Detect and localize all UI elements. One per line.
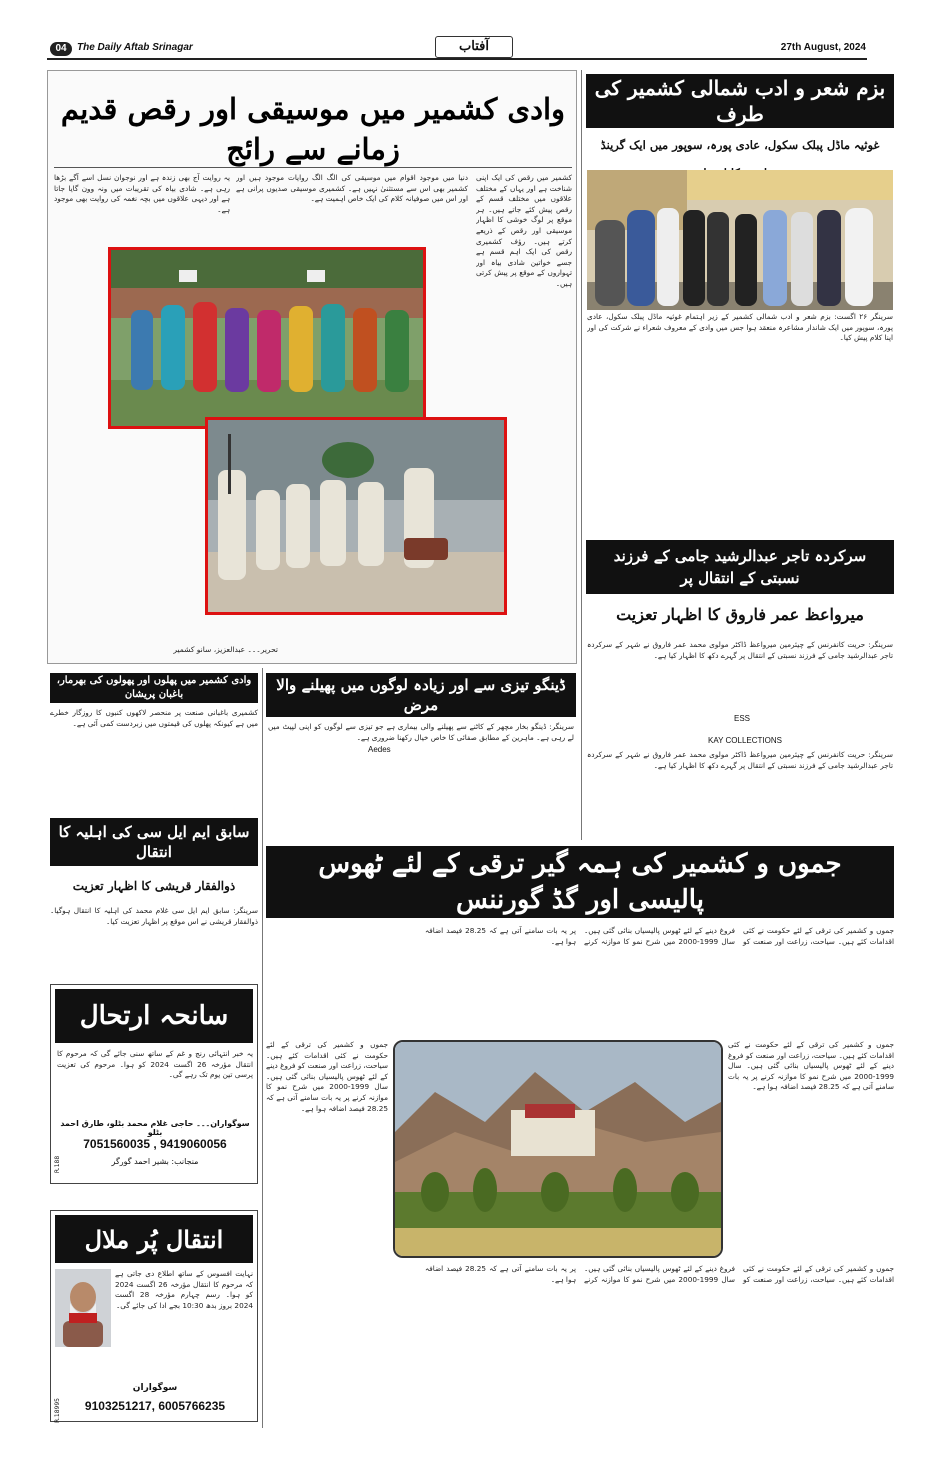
obit1-ref: R.188 <box>54 1155 62 1174</box>
column-rule-right <box>581 70 582 840</box>
bazm-body: سرینگر ۲۶ اگست: بزم شعر و ادب شمالی کشمیر کے زیر اہتمام غوثیہ ماڈل پبلک سکول، عادی پورہ، سوپور میں ایک شاندار مشاعرہ منعقد ہوا جس میں وادی کے معروف شعراء نے شرکت کی اور اپنا کلام پیش کیا۔ <box>587 312 893 343</box>
obit2-body: نہایت افسوس کے ساتھ اطلاع دی جاتی ہے کہ مرحوم کا انتقال مؤرخہ 26 اگست 2024 کو ہوا۔ رسم چہارم مؤرخہ 28 اگست 2024 بروز بدھ 10:30 بجے ادا کی جائے گی۔ <box>115 1269 253 1310</box>
obituary-box-1 <box>50 984 258 1184</box>
jk-body-bottom: جموں و کشمیر کی ترقی کے لئے حکومت نے کئی اقدامات کئے ہیں۔ سیاحت، زراعت اور صنعت کو فروغ دینے کے لئے ٹھوس پالیسیاں بنائی گئی ہیں۔ سال 1999-2000 میں شرح نمو کا موازنہ کرنے پر یہ بات سامنے آتی ہے کہ 28.25 فیصد اضافہ ہوا ہے۔ <box>425 1264 894 1284</box>
mirwaiz-headline: سرکردہ تاجر عبدالرشید جامی کے فرزند نسبتی کے انتقال پر <box>586 540 894 594</box>
mirwaiz-body: سرینگر: حریت کانفرنس کے چیئرمین میرواعظ ڈاکٹر مولوی محمد عمر فاروق نے شہر کے سرکردہ تاجر عبدالرشید جامی کے فرزند نسبتی کے انتقال پر گہرے دکھ کا اظہار کیا ہے۔ <box>587 640 893 660</box>
fruit-body: کشمیری باغبانی صنعت پر منحصر لاکھوں کنبوں کا روزگار خطرے میں ہے کیونکہ پھلوں کی قیمتوں میں زبردست کمی آئی ہے۔ <box>50 708 258 728</box>
obit2-portrait-image <box>55 1269 111 1347</box>
bazm-photo <box>587 170 893 310</box>
obit2-ref: R.18995 <box>53 1398 61 1423</box>
column-rule-left <box>262 668 263 1428</box>
obit1-title: سانحہ ارتحال <box>55 989 253 1043</box>
jk-body-right: جموں و کشمیر کی ترقی کے لئے حکومت نے کئی اقدامات کئے ہیں۔ سیاحت، زراعت اور صنعت کو فروغ دینے کے لئے ٹھوس پالیسیاں بنائی گئی ہیں۔ سال 1999-2000 میں شرح نمو کا موازنہ کرنے پر یہ بات سامنے آتی ہے کہ 28.25 فیصد اضافہ ہوا ہے۔ <box>728 1040 894 1092</box>
kay-collections-label: KAY COLLECTIONS <box>708 736 782 745</box>
obit1-by: منجانب: بشیر احمد گورگر <box>111 1157 199 1166</box>
mirwaiz-body-cont: سرینگر: حریت کانفرنس کے چیئرمین میرواعظ ڈاکٹر مولوی محمد عمر فاروق نے شہر کے سرکردہ تاجر عبدالرشید جامی کے فرزند نسبتی کے انتقال پر گہرے دکھ کا اظہار کیا ہے۔ <box>587 750 893 770</box>
mirwaiz-subhead: میرواعظ عمر فاروق کا اظہار تعزیت <box>616 605 864 624</box>
feature-body-right: کشمیر میں رقص کی ایک اپنی شناخت ہے اور یہاں کے مختلف علاقوں میں مختلف قسم کے رقص پیش کئے جاتے ہیں۔ ہر موقع پر لوگ خوشی کا اظہار موسیقی اور رقص کے ذریعے کرتے ہیں۔ رؤف کشمیری رقص کی ایک اہم قسم ہے جسے خواتین شادی بیاہ اور تہواروں کے موقع پر پیش کرتی ہیں۔ <box>476 173 572 288</box>
jk-body-top: جموں و کشمیر کی ترقی کے لئے حکومت نے کئی اقدامات کئے ہیں۔ سیاحت، زراعت اور صنعت کو فروغ دینے کے لئے ٹھوس پالیسیاں بنائی گئی ہیں۔ سال 1999-2000 میں شرح نمو کا موازنہ کرنے پر یہ بات سامنے آتی ہے کہ 28.25 فیصد اضافہ ہوا ہے۔ <box>425 926 894 946</box>
bazm-photo-image <box>587 170 893 310</box>
masthead-date: 27th August, 2024 <box>780 42 866 53</box>
ess-label: ESS <box>734 714 751 723</box>
jk-photo-image <box>395 1042 721 1256</box>
masthead-rule <box>47 58 867 60</box>
obituary-box-2 <box>50 1210 258 1422</box>
masthead <box>47 40 902 60</box>
aedes-label: Aedes <box>368 745 391 754</box>
feature-rule <box>54 167 572 168</box>
feature-headline: وادی کشمیر میں موسیقی اور رقص قدیم زمانے سے رائج <box>60 92 566 166</box>
mla-headline: سابق ایم ایل سی کی اہلیہ کا انتقال <box>50 818 258 866</box>
obit2-phones: 9103251217, 6005766235 <box>84 1399 226 1413</box>
musicians-photo <box>205 417 507 615</box>
jk-headline: جموں و کشمیر کی ہمہ گیر ترقی کے لئے ٹھوس پالیسی اور گڈ گورننس <box>266 846 894 918</box>
bazm-headline: بزم شعر و ادب شمالی کشمیر کی طرف <box>586 74 894 128</box>
mla-body: سرینگر: سابق ایم ایل سی غلام محمد کی اہلیہ کا انتقال ہوگیا۔ ذوالفقار قریشی نے اس موقع پر اظہار تعزیت کیا۔ <box>50 906 258 926</box>
musicians-photo-image <box>208 420 504 612</box>
jk-body-left: جموں و کشمیر کی ترقی کے لئے حکومت نے کئی اقدامات کئے ہیں۔ سیاحت، زراعت اور صنعت کو فروغ دینے کے لئے ٹھوس پالیسیاں بنائی گئی ہیں۔ سال 1999-2000 میں شرح نمو کا موازنہ کرنے پر یہ بات سامنے آتی ہے کہ 28.25 فیصد اضافہ ہوا ہے۔ <box>266 1040 388 1113</box>
fruit-headline: وادی کشمیر میں پھلوں اور پھولوں کی بھرمار، باغبان پریشان <box>50 673 258 703</box>
feature-article <box>47 70 577 664</box>
feature-body-mid: دنیا میں موجود اقوام میں موسیقی کی الگ الگ روایات موجود ہیں اور کشمیر بھی اس سے مستثنیٰ نہیں ہے۔ کشمیری موسیقی صدیوں پرانی ہے اور اس میں صوفیانہ کلام کی ایک خاص اہمیت ہے۔ <box>236 173 468 204</box>
obit1-body: یہ خبر انتہائی رنج و غم کے ساتھ سنی جائے گی کہ مرحوم کا انتقال مؤرخہ 26 اگست 2024 کو ہوا۔ مرحوم کی تعزیت پرسی تین یوم تک رہے گی۔ <box>57 1049 253 1080</box>
dancers-photo <box>108 247 426 429</box>
obit2-portrait <box>55 1269 111 1347</box>
dengue-headline: ڈینگو تیزی سے اور زیادہ لوگوں میں پھیلنے والا مرض <box>266 673 576 717</box>
mla-subhead: ذوالفقار قریشی کا اظہار تعزیت <box>72 879 236 893</box>
obit2-mourners: سوگواران <box>132 1383 178 1393</box>
feature-byline: تحریر۔۔۔ عبدالعزیز، سانو کشمیر <box>173 645 278 654</box>
feature-body-left: یہ روایت آج بھی زندہ ہے اور نوجوان نسل اسے آگے بڑھا رہی ہے۔ شادی بیاہ کی تقریبات میں ونہ وون گایا جاتا ہے اور دیہی علاقوں میں بچہ نغمہ کی روایت بھی موجود ہے۔ <box>54 173 230 214</box>
page-number-badge: 04 <box>50 42 72 56</box>
obit2-title: انتقال پُر ملال <box>55 1215 253 1263</box>
jk-photo <box>393 1040 723 1258</box>
obit1-mourners: سوگواران۔۔۔ حاجی غلام محمد بٹلو، طارق احمد بٹلو <box>60 1119 250 1137</box>
bazm-subhead: غوثیہ ماڈل پبلک سکول، عادی پورہ، سوپور میں ایک گرینڈ <box>600 138 880 152</box>
paper-name: The Daily Aftab Srinagar <box>77 42 193 53</box>
obit1-phones: 7051560035 , 9419060056 <box>83 1137 227 1151</box>
dancers-photo-image <box>111 250 423 426</box>
masthead-logo: آفتاب <box>435 36 513 58</box>
dengue-body: سرینگر: ڈینگو بخار مچھر کے کاٹنے سے پھیلنے والی بیماری ہے جو تیزی سے لوگوں کو اپنی لپیٹ میں لے رہی ہے۔ ماہرین کے مطابق صفائی کا خاص خیال رکھنا ضروری ہے۔ <box>268 722 574 742</box>
